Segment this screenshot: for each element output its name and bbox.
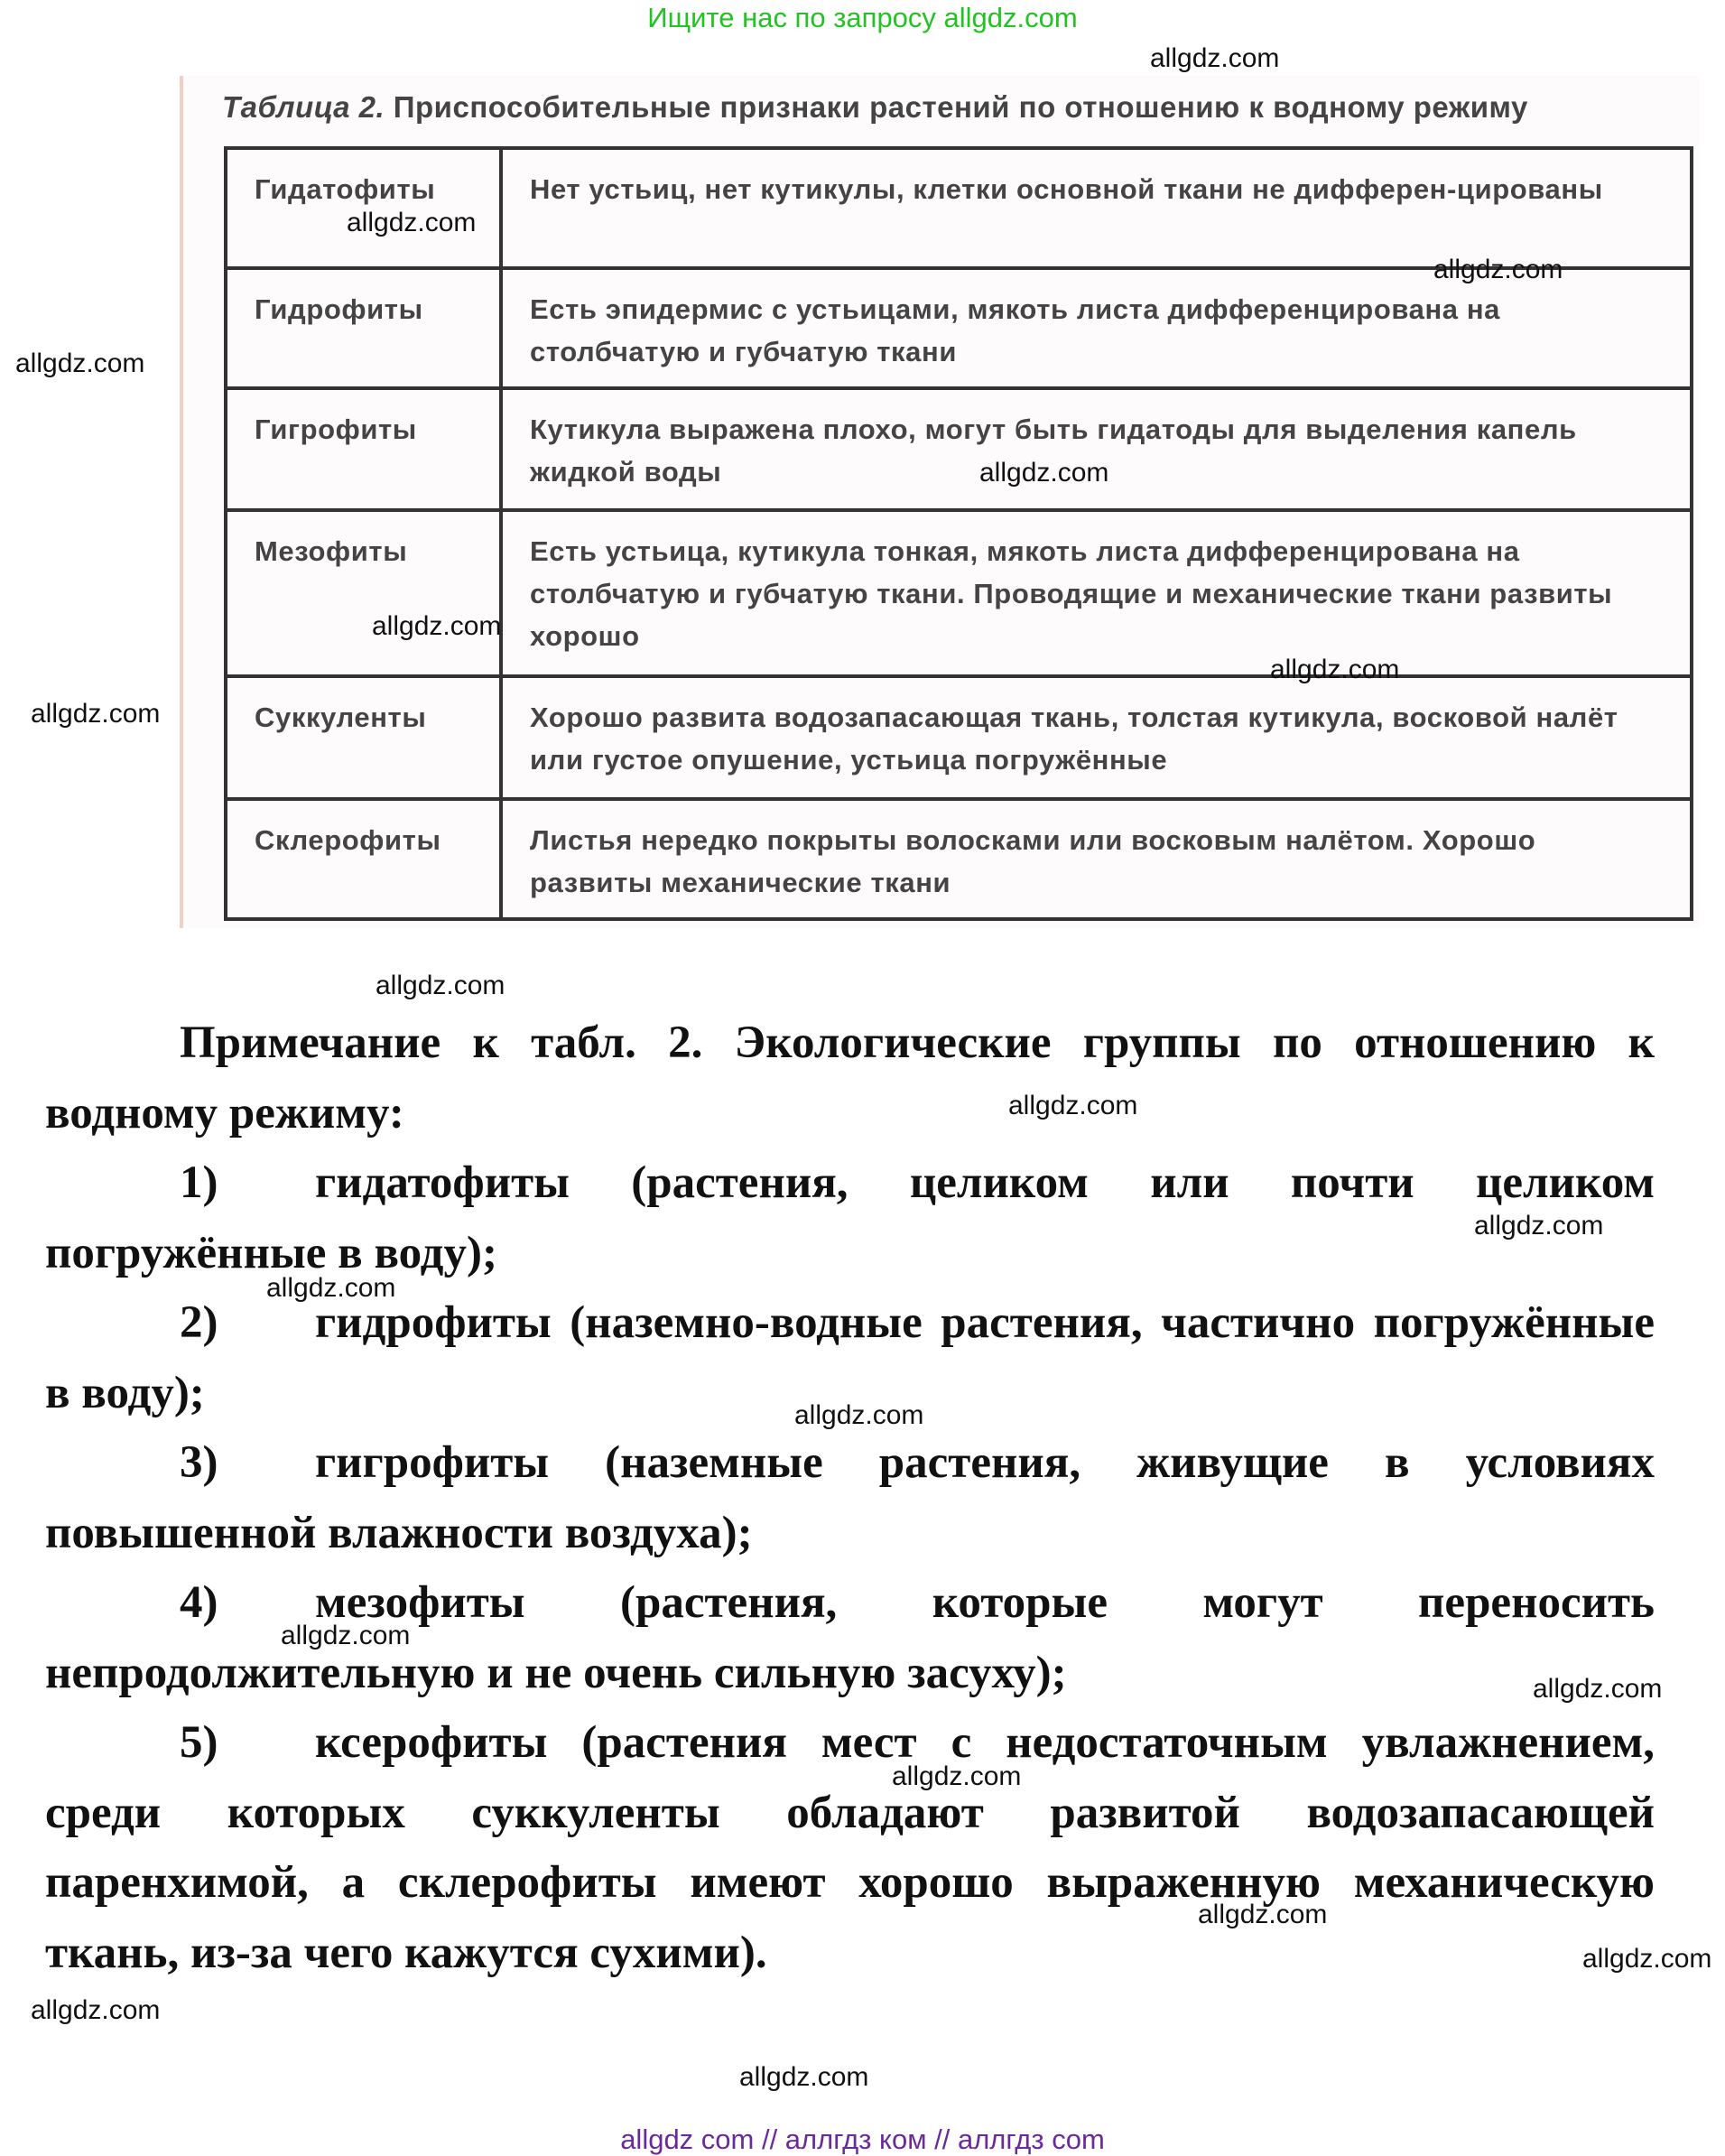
group-cell: Склерофиты [226,799,501,919]
group-cell: Гидатофиты [226,148,501,268]
watermark: allgdz.com [1582,1944,1712,1974]
group-cell: Гидрофиты [226,268,501,388]
traits-cell: Кутикула выражена плохо, могут быть гидатоды для выделения капель жидкой воды [501,388,1692,510]
item-text: гидатофиты (растения, целиком или почти целиком погружённые в воду); [45,1157,1655,1278]
group-cell: Мезофиты [226,510,501,676]
list-item [45,1428,1655,1568]
item-text: ксерофиты (растения мест с недостаточным увлажнением, среди которых суккуленты обладают развитой водозапасающей паренхимой, а склерофиты имеют хорошо выраженную механическую ткань, из-за чего кажутся сухими). [45,1717,1655,1978]
watermark: allgdz.com [281,1621,411,1650]
list-item [45,1708,1655,1988]
watermark: allgdz.com [1474,1211,1604,1241]
list-item [45,1148,1655,1288]
watermark: allgdz.com [15,348,145,378]
table-row [226,388,1692,510]
traits-cell: Есть устьица, кутикула тонкая, мякоть листа дифференцирована на столбчатую и губчатую ткани. Проводящие и механические ткани развиты хорошо [501,510,1692,676]
watermark: allgdz.com [376,971,505,1000]
watermark: allgdz.com [892,1761,1022,1791]
table-row [226,799,1692,919]
notes-heading: Примечание к табл. 2. Экологические группы по отношению к водному режиму: [45,1018,1655,1138]
watermark: allgdz.com [739,2062,869,2092]
item-number: 3) [180,1437,218,1488]
group-cell: Гигрофиты [226,388,501,510]
traits-cell: Листья нередко покрыты волосками или восковым налётом. Хорошо развиты механические ткани [501,799,1692,919]
watermark: allgdz.com [794,1400,924,1430]
group-cell: Суккуленты [226,676,501,799]
search-banner[interactable]: Ищите нас по запросу allgdz.com [647,2,1078,33]
item-text: гигрофиты (наземные растения, живущие в условиях повышенной влажности воздуха); [45,1437,1655,1558]
watermark: allgdz.com [1008,1091,1138,1120]
table-row [226,268,1692,388]
table-caption-text: Приспособительные признаки растений по отношению к водному режиму [393,90,1528,124]
watermark: allgdz.com [31,699,161,729]
watermark: allgdz.com [31,1995,161,2025]
traits-cell: Есть эпидермис с устьицами, мякоть листа дифференцирована на столбчатую и губчатую ткани [501,268,1692,388]
item-text: гидрофиты (наземно-водные растения, частично погружённые в воду); [45,1297,1655,1418]
watermark: allgdz.com [1198,1900,1328,1929]
watermark: allgdz.com [1533,1674,1663,1704]
watermark: allgdz.com [979,458,1109,488]
table-row [226,676,1692,799]
table-caption [222,90,1528,125]
item-text: мезофиты (растения, которые могут переносить непродолжительную и не очень сильную засуху); [45,1577,1655,1698]
traits-cell: Нет устьиц, нет кутикулы, клетки основной ткани не дифферен-цированы [501,148,1692,268]
item-number: 2) [180,1297,218,1348]
watermark: allgdz.com [1433,255,1563,284]
traits-cell: Хорошо развита водозапасающая ткань, толстая кутикула, восковой налёт или густое опушение, устьица погружённые [501,676,1692,799]
watermark: allgdz.com [1150,43,1280,73]
watermark: allgdz.com [266,1273,396,1303]
table-caption-label: Таблица 2. [222,90,385,124]
watermark: allgdz.com [1270,655,1400,684]
table-notes [45,1008,1655,1988]
item-number: 1) [180,1157,218,1208]
item-number: 5) [180,1717,218,1768]
watermark: allgdz.com [347,208,477,237]
table-row [226,510,1692,676]
watermark: allgdz.com [372,611,502,641]
item-number: 4) [180,1577,218,1628]
footer-links[interactable]: allgdz com // аллгдз ком // аллгдз com [620,2123,1105,2155]
